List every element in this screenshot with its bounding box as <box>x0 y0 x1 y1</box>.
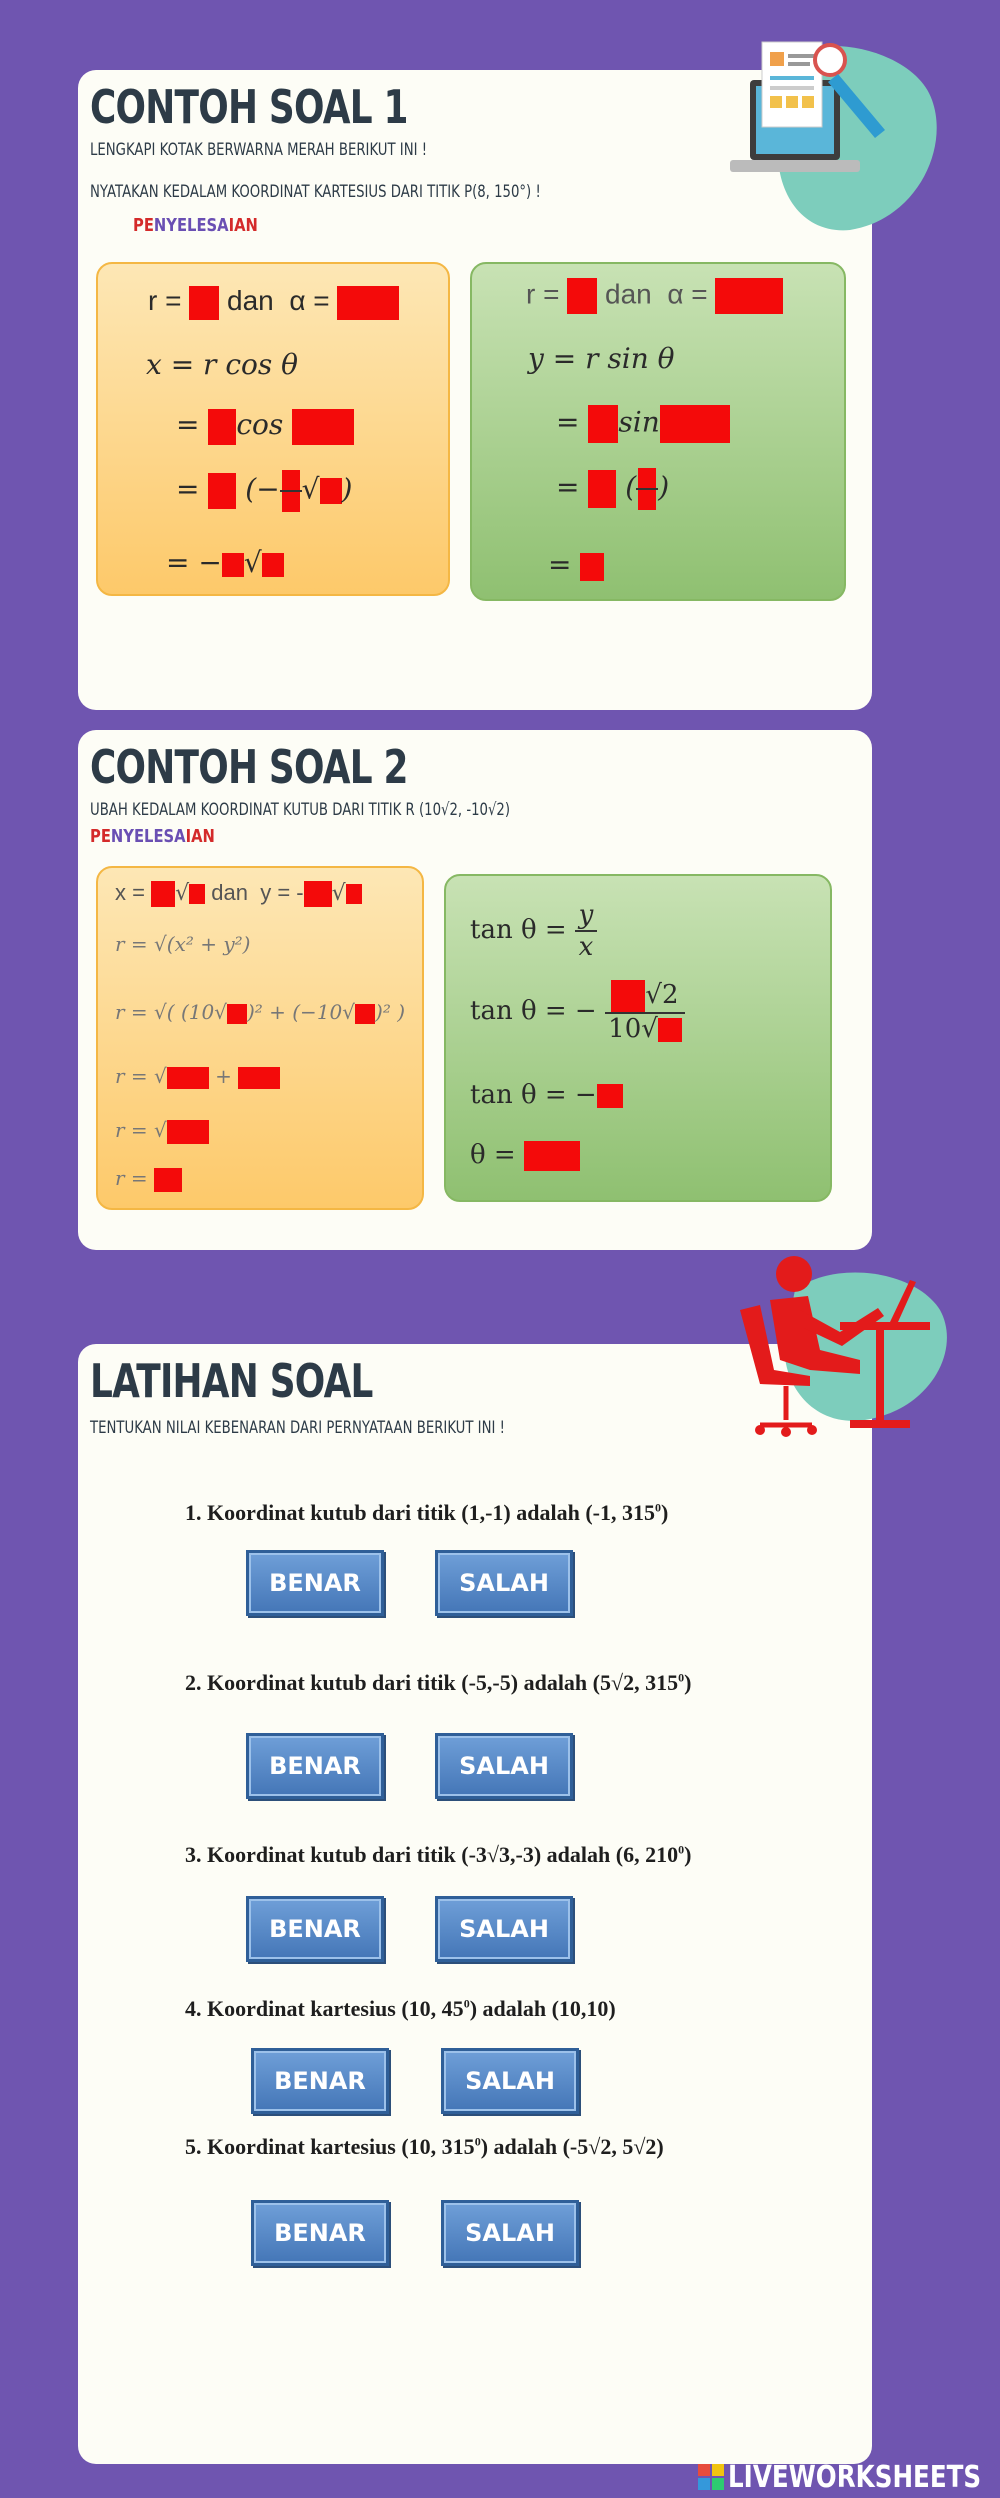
s2-r-sum: r = √ + <box>115 1064 280 1089</box>
question-3: 3. Koordinat kutub dari titik (-3√3,-3) adalah (6, $210^0$) <box>185 1842 692 1867</box>
section1-instruction: LENGKAPI KOTAK BERWARNA MERAH BERIKUT INI ! <box>90 140 428 160</box>
blank-r[interactable] <box>189 286 219 320</box>
s1-x-substitute: = cos <box>176 408 354 445</box>
blank-num-2[interactable] <box>638 468 656 488</box>
section1-solution-label: PENYELESAIAN <box>133 215 258 236</box>
section2-title: CONTOH SOAL 2 <box>90 740 408 794</box>
blank-r-value-2[interactable] <box>588 405 618 443</box>
q3-benar-button[interactable]: BENAR <box>246 1896 384 1962</box>
blank-root[interactable] <box>320 478 342 504</box>
blank-alpha[interactable] <box>337 286 399 320</box>
question-4: 4. Koordinat kartesius (10, $45^0$) adalah (10,10) <box>185 1996 616 2021</box>
watermark: LIVEWORKSHEETS <box>728 2460 982 2495</box>
blank-y-coef[interactable] <box>304 881 332 907</box>
q4-salah-button[interactable]: SALAH <box>441 2048 579 2114</box>
blank-x-root[interactable] <box>189 884 205 904</box>
s2-r-result: r = <box>115 1166 182 1192</box>
q1-salah-button[interactable]: SALAH <box>435 1550 573 1616</box>
blank-r-2[interactable] <box>567 278 597 314</box>
question-5: 5. Koordinat kartesius (10, $315^0$) adalah (-5√2, 5√2) <box>185 2134 664 2159</box>
blank-result-coef[interactable] <box>222 553 244 577</box>
q1-benar-button[interactable]: BENAR <box>246 1550 384 1616</box>
s2-xy-line: x = √ dan y = - √ <box>115 880 362 907</box>
s2-tan-substitute: tan θ = − $\frac{√2}{10√}$ <box>470 980 685 1044</box>
person-at-desk-icon <box>700 1250 960 1450</box>
s2-theta-result: θ = <box>470 1140 580 1171</box>
blank-r-root-1[interactable] <box>227 1004 247 1024</box>
blank-tan-num[interactable] <box>611 980 645 1012</box>
q4-benar-button[interactable]: BENAR <box>251 2048 389 2114</box>
blank-alpha-2[interactable] <box>715 278 783 314</box>
blank-y-root[interactable] <box>346 884 362 904</box>
section2-radius-box <box>96 866 424 1210</box>
s1-y-value: = ( ) <box>556 468 669 510</box>
blank-coef-2[interactable] <box>588 470 616 508</box>
s2-tan-formula: tan θ = $\frac{y}{x}$ <box>470 900 597 962</box>
blank-num[interactable] <box>282 470 300 490</box>
section1-title: CONTOH SOAL 1 <box>90 80 408 134</box>
section1-question: NYATAKAN KEDALAM KOORDINAT KARTESIUS DARI TITIK P(8, 150°) ! <box>90 182 541 202</box>
blank-total[interactable] <box>167 1120 209 1144</box>
s1-y-substitute: = sin <box>556 405 730 443</box>
blank-sum-1[interactable] <box>167 1067 209 1089</box>
blank-angle[interactable] <box>292 409 354 445</box>
blank-sum-2[interactable] <box>238 1067 280 1089</box>
blank-angle-2[interactable] <box>660 405 730 443</box>
s1-x-result: = − √ <box>166 546 284 579</box>
q5-benar-button[interactable]: BENAR <box>251 2200 389 2266</box>
s1-y-formula: y = r sin θ <box>528 342 675 375</box>
blank-r-root-2[interactable] <box>355 1004 375 1024</box>
blank-r-value[interactable] <box>208 409 236 445</box>
s2-tan-result: tan θ = − <box>470 1080 623 1110</box>
liveworksheets-logo-icon <box>698 2464 724 2492</box>
s1-right-line-r: r = dan α = <box>526 278 783 314</box>
s1-x-value: = (− √ ) <box>176 470 352 512</box>
s2-r-substitute: r = √( (10√ )² + (−10√ )² ) <box>115 1000 405 1024</box>
blank-coef[interactable] <box>208 473 236 509</box>
s2-r-formula: r = √(x² + y²) <box>115 932 251 956</box>
blank-theta[interactable] <box>524 1141 580 1171</box>
s1-left-line-r: r = dan α = <box>148 285 399 320</box>
s1-y-result: = <box>548 548 604 581</box>
section3-instruction: TENTUKAN NILAI KEBENARAN DARI PERNYATAAN BERIKUT INI ! <box>90 1418 505 1438</box>
laptop-person-icon <box>700 30 950 240</box>
s1-x-formula: x = r cos θ <box>146 348 299 381</box>
s2-r-total: r = √ <box>115 1118 209 1144</box>
q2-salah-button[interactable]: SALAH <box>435 1733 573 1799</box>
section3-title: LATIHAN SOAL <box>90 1354 373 1408</box>
q3-salah-button[interactable]: SALAH <box>435 1896 573 1962</box>
blank-result-y[interactable] <box>580 553 604 581</box>
blank-x-coef[interactable] <box>151 881 175 907</box>
blank-result-root[interactable] <box>262 553 284 577</box>
question-2: 2. Koordinat kutub dari titik (-5,-5) adalah (5√2, $315^0$) <box>185 1670 692 1695</box>
blank-tan-den[interactable] <box>658 1018 682 1042</box>
section2-solution-label: PENYELESAIAN <box>90 826 215 847</box>
blank-tan-result[interactable] <box>597 1084 623 1108</box>
blank-den[interactable] <box>282 492 300 512</box>
section2-question: UBAH KEDALAM KOORDINAT KUTUB DARI TITIK R (10√2, -10√2) <box>90 800 511 820</box>
blank-r-result[interactable] <box>154 1168 182 1192</box>
blank-den-2[interactable] <box>638 490 656 510</box>
q5-salah-button[interactable]: SALAH <box>441 2200 579 2266</box>
q2-benar-button[interactable]: BENAR <box>246 1733 384 1799</box>
question-1: 1. Koordinat kutub dari titik (1,-1) adalah (-1, $315^0$) <box>185 1500 669 1525</box>
